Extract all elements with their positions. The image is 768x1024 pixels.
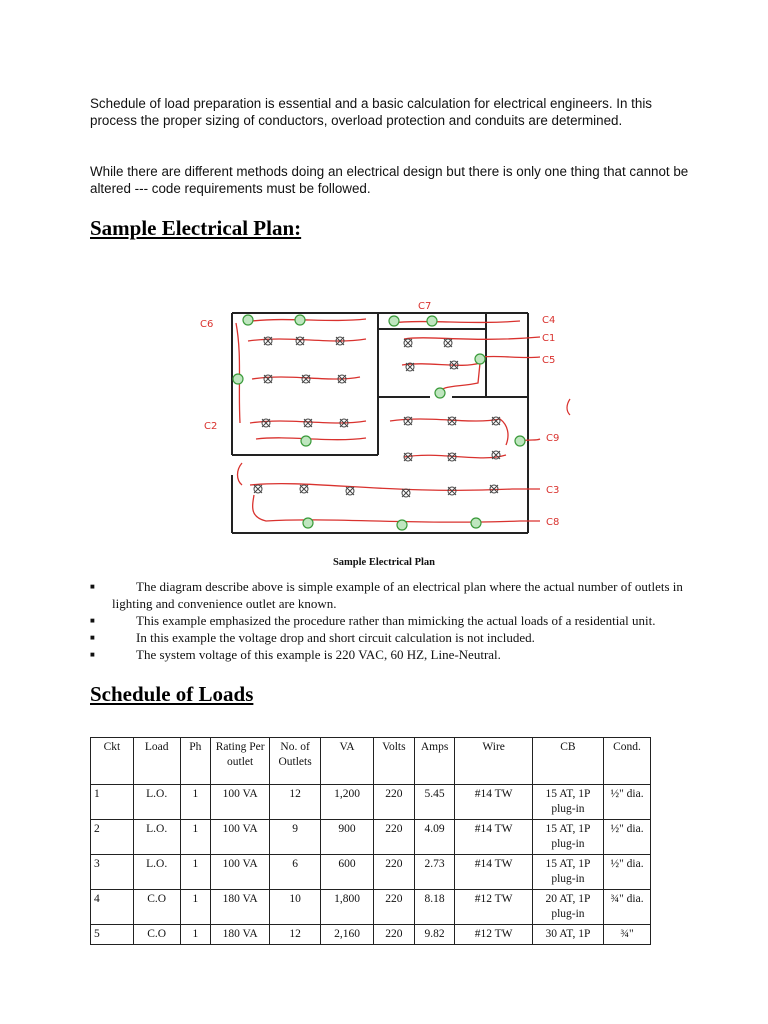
- column-header: Ph: [180, 738, 211, 785]
- plan-heading: Sample Electrical Plan:: [90, 216, 302, 240]
- cell-ph: 1: [180, 820, 211, 855]
- cell-load: L.O.: [133, 785, 180, 820]
- cell-ckt: 5: [91, 925, 134, 945]
- cell-amps: 5.45: [414, 785, 455, 820]
- column-header: VA: [321, 738, 374, 785]
- cell-cond: ¾": [604, 925, 651, 945]
- cell-cb: 30 AT, 1P: [532, 925, 603, 945]
- list-item: ■ The diagram describe above is simple example of an electrical plan where the actual number of outlets in lighting and convenience outlet are known.: [90, 579, 683, 611]
- column-header: No. of Outlets: [270, 738, 321, 785]
- table-header-row: [91, 738, 651, 785]
- cell-cb: 15 AT, 1P plug-in: [532, 855, 603, 890]
- cell-wire: #14 TW: [455, 820, 532, 855]
- cell-ckt: 4: [91, 890, 134, 925]
- cell-volts: 220: [374, 820, 415, 855]
- schedule-heading: Schedule of Loads: [90, 682, 254, 706]
- cell-amps: 9.82: [414, 925, 455, 945]
- cell-load: C.O: [133, 925, 180, 945]
- cell-va: 1,800: [321, 890, 374, 925]
- column-header: CB: [532, 738, 603, 785]
- cell-outlets: 9: [270, 820, 321, 855]
- table-row: [91, 820, 651, 855]
- circuit-label-c3: C3: [546, 485, 560, 496]
- list-item: ■ The system voltage of this example is 220 VAC, 60 HZ, Line-Neutral.: [90, 647, 501, 662]
- cell-rating: 100 VA: [211, 785, 270, 820]
- cell-cond: ½" dia.: [604, 820, 651, 855]
- intro-paragraph-2: While there are different methods doing an electrical design but there is only one thing that cannot be altered --- code requirements must be followed.: [90, 164, 689, 196]
- cell-cond: ½" dia.: [604, 785, 651, 820]
- bullet-icon: ■: [90, 650, 95, 659]
- plan-caption: Sample Electrical Plan: [332, 557, 436, 568]
- cell-ph: 1: [180, 890, 211, 925]
- cell-rating: 180 VA: [211, 925, 270, 945]
- bullet-icon: ■: [90, 633, 95, 642]
- bullet-icon: ■: [90, 582, 95, 591]
- cell-wire: #12 TW: [455, 890, 532, 925]
- cell-ckt: 2: [91, 820, 134, 855]
- circuit-label-c4: C4: [542, 315, 556, 326]
- table-row: [91, 890, 651, 925]
- cell-wire: #14 TW: [455, 855, 532, 890]
- circuit-label-c2: C2: [204, 421, 218, 432]
- cell-va: 900: [321, 820, 374, 855]
- circuit-label-c6: C6: [200, 319, 214, 330]
- cell-load: L.O.: [133, 855, 180, 890]
- column-header: Rating Per outlet: [211, 738, 270, 785]
- cell-wire: #14 TW: [455, 785, 532, 820]
- cell-volts: 220: [374, 785, 415, 820]
- table-row: [91, 785, 651, 820]
- cell-outlets: 10: [270, 890, 321, 925]
- cell-cb: 20 AT, 1P plug-in: [532, 890, 603, 925]
- column-header: Wire: [455, 738, 532, 785]
- cell-cb: 15 AT, 1P plug-in: [532, 785, 603, 820]
- circuit-label-c1: C1: [542, 333, 556, 344]
- cell-volts: 220: [374, 925, 415, 945]
- circuit-label-c9: C9: [546, 433, 560, 444]
- cell-volts: 220: [374, 855, 415, 890]
- cell-va: 2,160: [321, 925, 374, 945]
- cell-ph: 1: [180, 925, 211, 945]
- cell-ph: 1: [180, 855, 211, 890]
- cell-va: 600: [321, 855, 374, 890]
- cell-ckt: 3: [91, 855, 134, 890]
- cell-load: L.O.: [133, 820, 180, 855]
- cell-wire: #12 TW: [455, 925, 532, 945]
- cell-rating: 100 VA: [211, 820, 270, 855]
- cell-outlets: 12: [270, 925, 321, 945]
- list-item: ■ In this example the voltage drop and short circuit calculation is not included.: [90, 630, 535, 645]
- table-row: [91, 925, 651, 945]
- column-header: Ckt: [91, 738, 134, 785]
- cell-volts: 220: [374, 890, 415, 925]
- cell-va: 1,200: [321, 785, 374, 820]
- schedule-of-loads-table: [90, 737, 651, 945]
- cell-amps: 8.18: [414, 890, 455, 925]
- table-row: [91, 855, 651, 890]
- cell-cond: ½" dia.: [604, 855, 651, 890]
- cell-ckt: 1: [91, 785, 134, 820]
- cell-amps: 4.09: [414, 820, 455, 855]
- circuit-label-c8: C8: [546, 517, 560, 528]
- circuit-label-c5: C5: [542, 355, 556, 366]
- cell-outlets: 6: [270, 855, 321, 890]
- bullet-icon: ■: [90, 616, 95, 625]
- cell-ph: 1: [180, 785, 211, 820]
- column-header: Load: [133, 738, 180, 785]
- column-header: Volts: [374, 738, 415, 785]
- cell-cb: 15 AT, 1P plug-in: [532, 820, 603, 855]
- circuit-label-c7: C7: [418, 301, 432, 312]
- cell-outlets: 12: [270, 785, 321, 820]
- cell-amps: 2.73: [414, 855, 455, 890]
- column-header: Amps: [414, 738, 455, 785]
- column-header: Cond.: [604, 738, 651, 785]
- cell-cond: ¾" dia.: [604, 890, 651, 925]
- intro-paragraph-1: Schedule of load preparation is essential and a basic calculation for electrical engineers. In this process the proper sizing of conductors, overload protection and conduits are determined.: [90, 96, 652, 128]
- cell-load: C.O: [133, 890, 180, 925]
- list-item: ■ This example emphasized the procedure rather than mimicking the actual loads of a residential unit.: [90, 613, 656, 628]
- cell-rating: 100 VA: [211, 855, 270, 890]
- cell-rating: 180 VA: [211, 890, 270, 925]
